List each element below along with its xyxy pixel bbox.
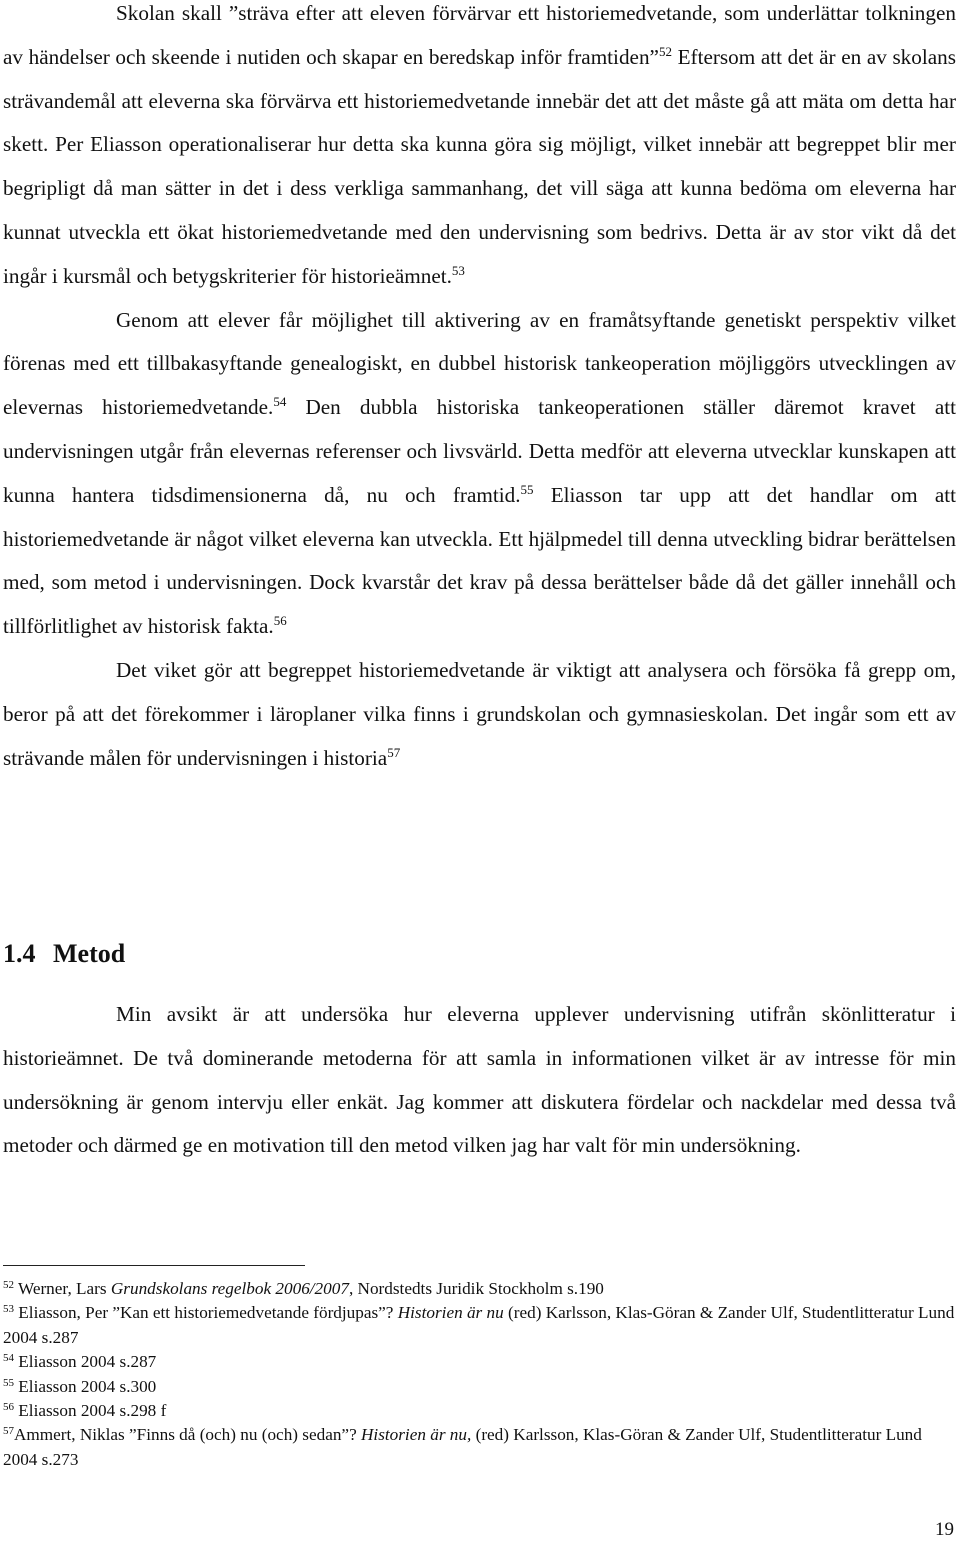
- footnote-ref-57: 57: [387, 744, 401, 760]
- footnote-number: 53: [3, 1303, 14, 1316]
- footnotes: [3, 1277, 956, 1472]
- section-title: Metod: [53, 939, 126, 968]
- footnote-text: , Nordstedts Juridik Stockholm s.190: [348, 1279, 604, 1298]
- footnote-ref-56: 56: [273, 613, 287, 629]
- section-paragraph: Min avsikt är att undersöka hur eleverna upplever undervisning utifrån skönlitteratur i historieämnet. De två dominerande metoderna för att samla in informationen vilket är av intresse för min undersökning är genom intervju eller enkät. Jag kommer att diskutera fördelar och nackdelar med dessa två metoder och därmed ge en motivation till den metod vilken jag har valt för min undersökning.: [3, 1002, 956, 1158]
- footnote-text: Eliasson, Per ”Kan ett historiemedvetande fördjupas”?: [14, 1303, 398, 1323]
- footnote-text: Eliasson 2004 s.300: [14, 1376, 157, 1396]
- footnote-number: 57: [3, 1425, 14, 1438]
- paragraph-3-text-a: Det viket gör att begreppet historiemedvetande är viktigt att analysera och försöka få grepp om, beror på att det förekommer i läroplaner vilka finns i grundskolan och gymnasieskolan. Det ingår som ett av strävande målen för undervisningen i historia: [3, 657, 956, 770]
- footnote-title: Grundskolans regelbok 2006/2007: [110, 1279, 349, 1298]
- footnote-title: Historien är nu,: [361, 1425, 472, 1445]
- footnote-number: 55: [3, 1376, 14, 1389]
- footnote-text: (red) Karlsson, Klas-Göran & Zander Ulf, Studentlitteratur Lund 2004 s.287: [3, 1303, 955, 1347]
- footnote-text: Eliasson 2004 s.287: [14, 1352, 157, 1372]
- footnote-number: 56: [3, 1401, 14, 1414]
- paragraph-2-text-c: Eliasson tar upp att det handlar om att historiemedvetande är något vilket eleverna kan utveckla. Ett hjälpmedel till denna utveckling bidrar berättelsen med, som metod i undervisningen. Dock kvarstår det krav på dessa berättelser både då det gäller innehåll och tillförlitlighet av historisk fakta.: [3, 482, 956, 639]
- footnote-item: [3, 1423, 956, 1472]
- footnote-text: (red) Karlsson, Klas-Göran & Zander Ulf, Studentlitteratur Lund 2004 s.273: [3, 1425, 922, 1469]
- footnote-text: Ammert, Niklas ”Finns då (och) nu (och) sedan”?: [14, 1425, 361, 1445]
- paragraph-2-text-a: Genom att elever får möjlighet till aktivering av en framåtsyftande genetiskt perspektiv vilket förenas med ett tillbakasyftande genealogiskt, en dubbel historisk tankeoperation möjliggörs utvecklingen av elevernas historiemedvetande.: [3, 307, 956, 420]
- paragraph-1-text-a: Skolan skall ”sträva efter att eleven förvärvar ett historiemedvetande, som underlättar tolkningen av händelser och skeende i nutiden och skapar en beredskap inför framtiden”: [3, 1, 956, 69]
- footnote-ref-52: 52: [658, 43, 672, 59]
- page-number: 19: [935, 1519, 954, 1540]
- footnote-ref-53: 53: [451, 262, 465, 278]
- footnote-title: Historien är nu: [397, 1303, 504, 1323]
- footnote-text: Eliasson 2004 s.298 f: [14, 1401, 167, 1421]
- footnote-item: [3, 1301, 956, 1350]
- footnote-item: [3, 1399, 956, 1423]
- section-number: 1.4: [3, 939, 36, 968]
- paragraph-2-text-b: Den dubbla historiska tankeoperationen ställer däremot kravet att undervisningen utgår från elevernas referenser och livsvärld. Detta medför att eleverna utvecklar kunskapen att kunna hantera tidsdimensionerna då, nu och framtid.: [3, 395, 956, 507]
- footnote-item: [3, 1277, 956, 1301]
- footnote-ref-54: 54: [273, 394, 287, 410]
- footnote-item: [3, 1350, 956, 1374]
- footnote-ref-55: 55: [520, 481, 534, 497]
- footnote-item: [3, 1375, 956, 1399]
- body-text: [3, 0, 956, 780]
- footnote-separator: [3, 1265, 305, 1266]
- section-heading: [3, 934, 125, 974]
- section-body: [3, 993, 956, 1168]
- footnote-number: 54: [3, 1352, 14, 1365]
- paragraph-1-text-b: Eftersom att det är en av skolans strävandemål att eleverna ska förvärva ett historiemedvetande innebär det att det måste gå att mäta om detta har skett. Per Eliasson operationaliserar hur detta ska kunna göra sig möjligt, vilket innebär att begreppet blir mer begripligt då man sätter in det i dess verkliga sammanhang, det vill säga att kunna bedöma om eleverna har kunnat utveckla ett ökat historiemedvetande med den undervisning som bedrivs. Detta är av stor vikt då det ingår i kursmål och betygskriterier för historieämnet.: [3, 44, 957, 288]
- footnote-number: 52: [3, 1279, 14, 1291]
- paragraph-1: [3, 0, 956, 299]
- paragraph-3: [3, 649, 956, 780]
- paragraph-2: [3, 299, 956, 649]
- footnote-text: Werner, Lars: [14, 1279, 111, 1298]
